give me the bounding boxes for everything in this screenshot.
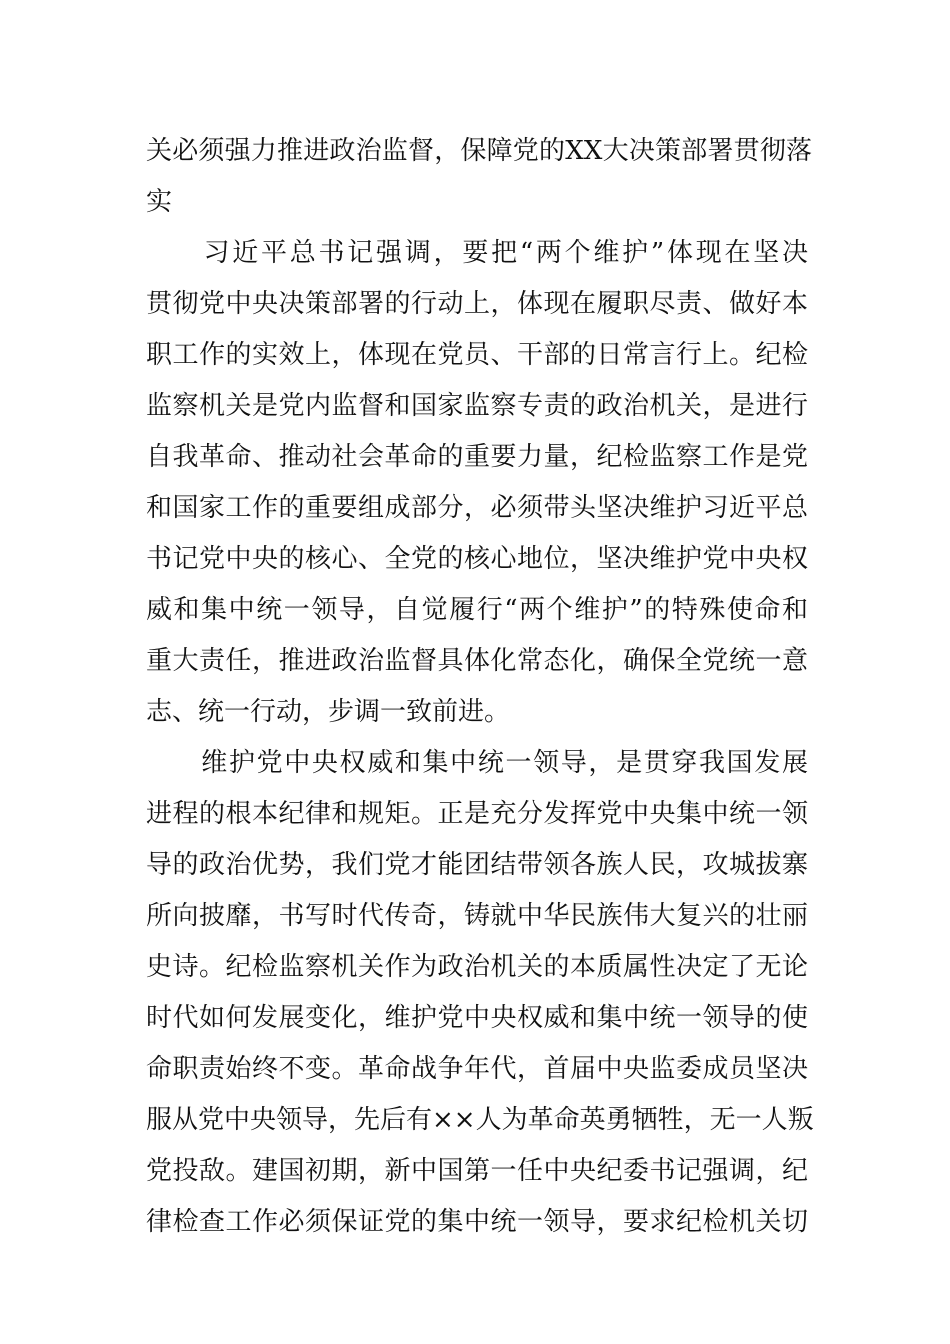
paragraph-line: 威和集中统一领导，自觉履行“两个维护”的特殊使命和 (146, 595, 808, 625)
paragraph-line: 命职责始终不变。革命战争年代，首届中央监委成员坚决 (146, 1054, 808, 1084)
paragraph-line: 时代如何发展变化，维护党中央权威和集中统一领导的使 (146, 1003, 808, 1033)
paragraph-line: 律检查工作必须保证党的集中统一领导，要求纪检机关切 (146, 1207, 808, 1237)
paragraph-line: 进程的根本纪律和规矩。正是充分发挥党中央集中统一领 (146, 799, 808, 829)
paragraph-line: 重大责任，推进政治监督具体化常态化，确保全党统一意 (146, 646, 808, 676)
section-heading (146, 126, 813, 228)
paragraph-line: 志、统一行动，步调一致前进。 (146, 697, 511, 727)
paragraph-line: 自我革命、推动社会革命的重要力量，纪检监察工作是党 (146, 442, 808, 472)
paragraph-line: 所向披靡，书写时代传奇，铸就中华民族伟大复兴的壮丽 (146, 901, 808, 931)
paragraph-line: 职工作的实效上，体现在党员、干部的日常言行上。纪检 (146, 340, 808, 370)
paragraph-line: 维护党中央权威和集中统一领导，是贯穿我国发展 (146, 748, 808, 778)
heading-line: 实 (146, 187, 173, 217)
paragraph (146, 228, 808, 738)
paragraph (146, 738, 814, 1248)
paragraph-line: 监察机关是党内监督和国家监察专责的政治机关，是进行 (146, 391, 808, 421)
heading-line: 关必须强力推进政治监督，保障党的XX大决策部署贯彻落 (146, 136, 813, 166)
paragraph-line: 服从党中央领导，先后有××人为革命英勇牺牲，无一人叛 (146, 1105, 814, 1135)
paragraph-line: 贯彻党中央决策部署的行动上，体现在履职尽责、做好本 (146, 289, 808, 319)
paragraph-line: 党投敌。建国初期，新中国第一任中央纪委书记强调，纪 (146, 1156, 808, 1186)
paragraph-line: 习近平总书记强调，要把“两个维护”体现在坚决 (146, 238, 808, 268)
paragraph-line: 史诗。纪检监察机关作为政治机关的本质属性决定了无论 (146, 952, 808, 982)
paragraph-line: 和国家工作的重要组成部分，必须带头坚决维护习近平总 (146, 493, 808, 523)
paragraph-line: 书记党中央的核心、全党的核心地位，坚决维护党中央权 (146, 544, 808, 574)
document-body (146, 126, 814, 1248)
paragraph-line: 导的政治优势，我们党才能团结带领各族人民，攻城拔寨 (146, 850, 808, 880)
